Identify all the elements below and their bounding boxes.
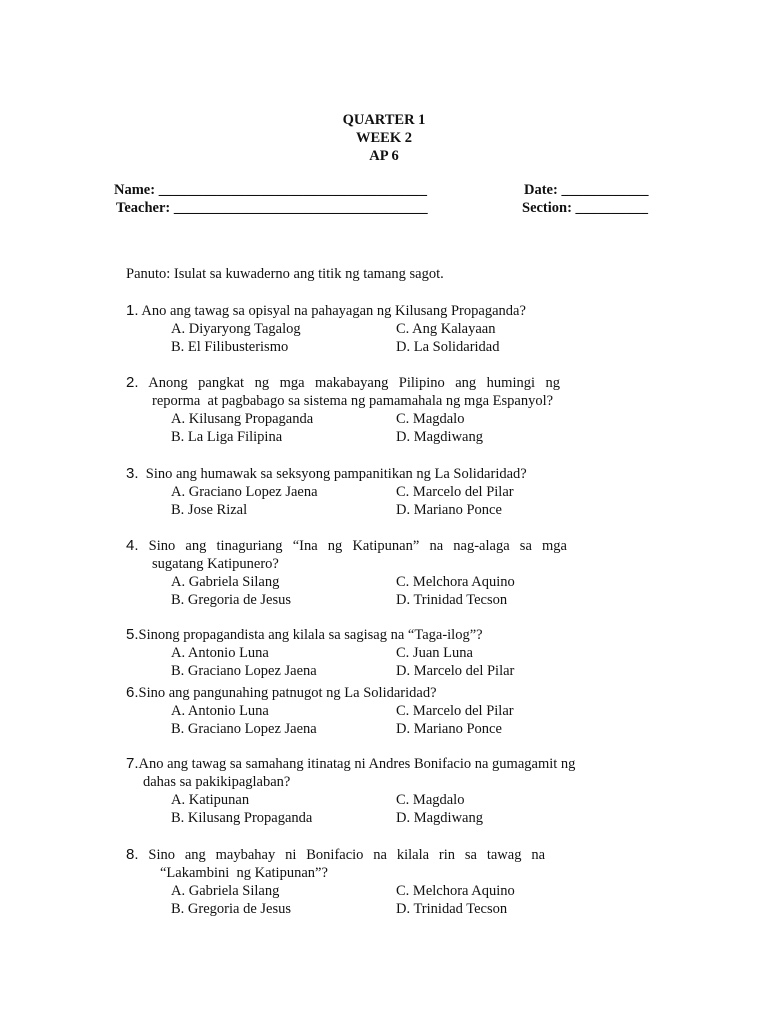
question-text: Sino ang humawak sa seksyong pampanitikan ng La Solidaridad? (145, 466, 527, 482)
option-d: D. Trinidad Tecson (396, 592, 508, 608)
question-text-continued: sugatang Katipunero? (152, 556, 279, 572)
option-c: C. Melchora Aquino (396, 574, 515, 590)
option-d: D. Magdiwang (396, 810, 483, 826)
option-c: C. Marcelo del Pilar (396, 703, 514, 719)
option-c: C. Melchora Aquino (396, 883, 515, 899)
document-header (0, 111, 768, 165)
option-b: B. El Filibusterismo (171, 339, 289, 355)
option-a: A. Katipunan (171, 792, 250, 808)
option-d: D. Trinidad Tecson (396, 901, 508, 917)
question-text: Ano ang tawag sa opisyal na pahayagan ng Kilusang Propaganda? (141, 303, 526, 319)
question-text-continued: dahas sa pakikipaglaban? (143, 774, 291, 790)
instructions: Panuto: Isulat sa kuwaderno ang titik ng tamang sagot. (126, 266, 444, 282)
quarter-label: QUARTER 1 (342, 112, 426, 128)
week-label: WEEK 2 (356, 130, 412, 146)
question-number: 6. (126, 684, 139, 701)
option-d: D. Mariano Ponce (396, 502, 502, 518)
name-field: Name: _____________________________________ (114, 182, 427, 198)
section-field: Section: __________ (522, 200, 649, 216)
question-text: Ano ang tawag sa samahang itinatag ni Andres Bonifacio na gumagamit ng (138, 756, 576, 772)
question-text: Sinong propagandista ang kilala sa sagisag na “Taga-ilog”? (138, 627, 483, 643)
option-c: C. Magdalo (396, 792, 465, 808)
question-2 (0, 374, 768, 446)
subject-label: AP 6 (369, 148, 399, 164)
option-b: B. Jose Rizal (171, 502, 248, 518)
option-a: A. Gabriela Silang (171, 574, 280, 590)
question-number: 2. (126, 374, 139, 391)
option-c: C. Magdalo (396, 411, 465, 427)
option-b: B. La Liga Filipina (171, 429, 283, 445)
question-number: 3. (126, 465, 139, 482)
question-number: 4. (126, 537, 139, 554)
option-b: B. Gregoria de Jesus (171, 592, 292, 608)
question-6 (0, 684, 768, 738)
question-text: Anong pangkat ng mga makabayang Pilipino ang humingi ng (148, 375, 560, 391)
option-c: C. Marcelo del Pilar (396, 484, 514, 500)
question-4 (0, 537, 768, 609)
option-d: D. La Solidaridad (396, 339, 500, 355)
question-number: 5. (126, 626, 139, 643)
question-5 (0, 626, 768, 680)
option-a: A. Diyaryong Tagalog (171, 321, 301, 337)
option-a: A. Antonio Luna (171, 645, 269, 661)
option-d: D. Marcelo del Pilar (396, 663, 515, 679)
question-text-continued: “Lakambini ng Katipunan”? (160, 865, 328, 881)
question-text-continued: reporma at pagbabago sa sistema ng pamamahala ng mga Espanyol? (152, 393, 554, 409)
option-d: D. Magdiwang (396, 429, 483, 445)
question-3 (0, 465, 768, 519)
option-b: B. Graciano Lopez Jaena (171, 663, 317, 679)
question-text: Sino ang pangunahing patnugot ng La Solidaridad? (138, 685, 437, 701)
question-text: Sino ang maybahay ni Bonifacio na kilala rin sa tawag na (148, 847, 545, 863)
teacher-field: Teacher: ___________________________________ (116, 200, 428, 216)
question-8 (0, 846, 768, 918)
option-b: B. Graciano Lopez Jaena (171, 721, 317, 737)
question-7 (0, 755, 768, 827)
option-a: A. Antonio Luna (171, 703, 269, 719)
option-c: C. Juan Luna (396, 645, 473, 661)
question-number: 1. (126, 302, 139, 319)
option-a: A. Graciano Lopez Jaena (171, 484, 318, 500)
option-b: B. Kilusang Propaganda (171, 810, 313, 826)
question-number: 8. (126, 846, 139, 863)
date-field: Date: ____________ (524, 182, 649, 198)
question-number: 7. (126, 755, 139, 772)
question-text: Sino ang tinaguriang “Ina ng Katipunan” na nag-alaga sa mga (148, 538, 567, 554)
question-1 (0, 302, 768, 356)
option-d: D. Mariano Ponce (396, 721, 502, 737)
option-a: A. Kilusang Propaganda (171, 411, 314, 427)
option-a: A. Gabriela Silang (171, 883, 280, 899)
option-c: C. Ang Kalayaan (396, 321, 496, 337)
option-b: B. Gregoria de Jesus (171, 901, 292, 917)
